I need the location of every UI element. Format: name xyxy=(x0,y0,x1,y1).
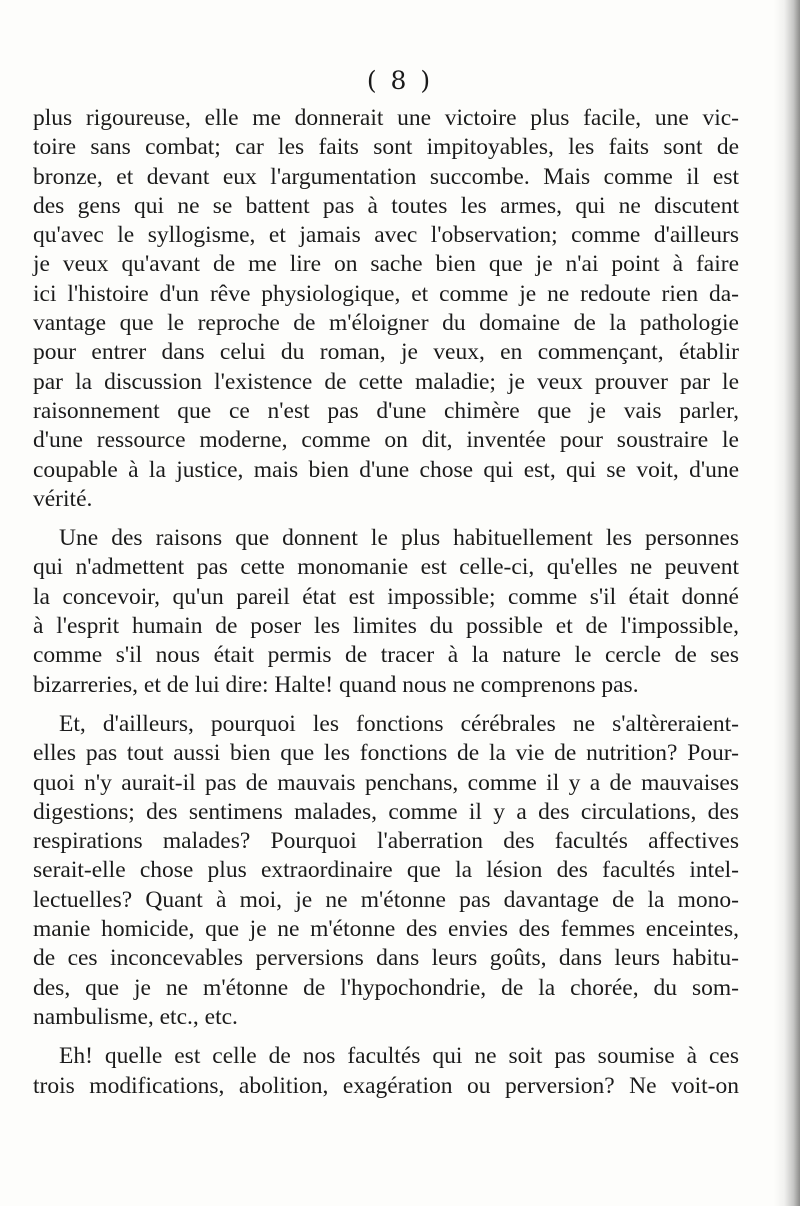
text-line: qui n'admettent pas cette monomanie est celle-ci, qu'elles ne peuvent xyxy=(33,554,739,581)
text-line: trois modifications, abolition, exagération ou perversion? Ne voit-on xyxy=(33,1072,739,1099)
body-text xyxy=(33,104,739,1101)
page-number: ( 8 ) xyxy=(366,66,434,95)
text-line: toire sans combat; car les faits sont impitoyables, les faits sont de xyxy=(33,134,739,161)
text-line: raisonnement que ce n'est pas d'une chimère que je vais parler, xyxy=(33,397,739,424)
text-line: plus rigoureuse, elle me donnerait une victoire plus facile, une vic- xyxy=(33,105,739,131)
text-line: bronze, et devant eux l'argumentation succombe. Mais comme il est xyxy=(33,163,739,190)
text-line: Une des raisons que donnent le plus habituellement les personnes xyxy=(59,525,739,552)
text-line: par la discussion l'existence de cette maladie; je veux prouver par le xyxy=(33,368,739,395)
text-line: manie homicide, que je ne m'étonne des envies des femmes enceintes, xyxy=(33,916,739,943)
text-line: lectuelles? Quant à moi, je ne m'étonne pas davantage de la mono- xyxy=(33,886,739,913)
text-line: ici l'histoire d'un rêve physiologique, et comme je ne redoute rien da- xyxy=(33,280,739,307)
text-line: digestions; des sentimens malades, comme il y a des circulations, des xyxy=(33,798,739,825)
text-line: elles pas tout aussi bien que les fonctions de la vie de nutrition? Pour- xyxy=(33,740,739,767)
text-line: comme s'il nous était permis de tracer à la nature le cercle de ses xyxy=(33,642,739,669)
text-line: de ces inconcevables perversions dans leurs goûts, dans leurs habitu- xyxy=(33,945,739,972)
text-line: respirations malades? Pourquoi l'aberration des facultés affectives xyxy=(33,828,739,855)
text-line: vantage que le reproche de m'éloigner du domaine de la pathologie xyxy=(33,310,739,337)
text-line: Et, d'ailleurs, pourquoi les fonctions cérébrales ne s'altèreraient- xyxy=(59,710,739,737)
text-line: des, que je ne m'étonne de l'hypochondrie, de la chorée, du som- xyxy=(33,974,739,1001)
text-line: des gens qui ne se battent pas à toutes les armes, qui ne discutent xyxy=(33,192,739,219)
text-line: quoi n'y aurait-il pas de mauvais penchans, comme il y a de mauvaises xyxy=(33,769,739,796)
paragraph-4 xyxy=(33,1042,739,1101)
paragraph-1 xyxy=(33,104,739,514)
paragraph-2 xyxy=(33,524,739,700)
text-line: je veux qu'avant de me lire on sache bien que je n'ai point à faire xyxy=(33,251,739,278)
text-line: pour entrer dans celui du roman, je veux, en commençant, établir xyxy=(33,339,739,366)
text-line: qu'avec le syllogisme, et jamais avec l'observation; comme d'ailleurs xyxy=(33,222,739,249)
text-line: la concevoir, qu'un pareil état est impossible; comme s'il était donné xyxy=(33,583,739,610)
text-line: d'une ressource moderne, comme on dit, inventée pour soustraire le xyxy=(33,427,739,454)
text-line: à l'esprit humain de poser les limites du possible et de l'impossible, xyxy=(33,613,739,640)
text-line: Eh! quelle est celle de nos facultés qui ne soit pas soumise à ces xyxy=(59,1043,739,1070)
paragraph-3 xyxy=(33,710,739,1032)
text-line: vérité. xyxy=(33,485,93,512)
text-line: nambulisme, etc., etc. xyxy=(33,1003,238,1030)
text-line: bizarreries, et de lui dire: Halte! quand nous ne comprenons pas. xyxy=(33,671,639,698)
text-line: serait-elle chose plus extraordinaire que la lésion des facultés intel- xyxy=(33,857,739,884)
text-line: coupable à la justice, mais bien d'une chose qui est, qui se voit, d'une xyxy=(33,456,739,483)
page-edge-shadow xyxy=(774,0,800,1206)
